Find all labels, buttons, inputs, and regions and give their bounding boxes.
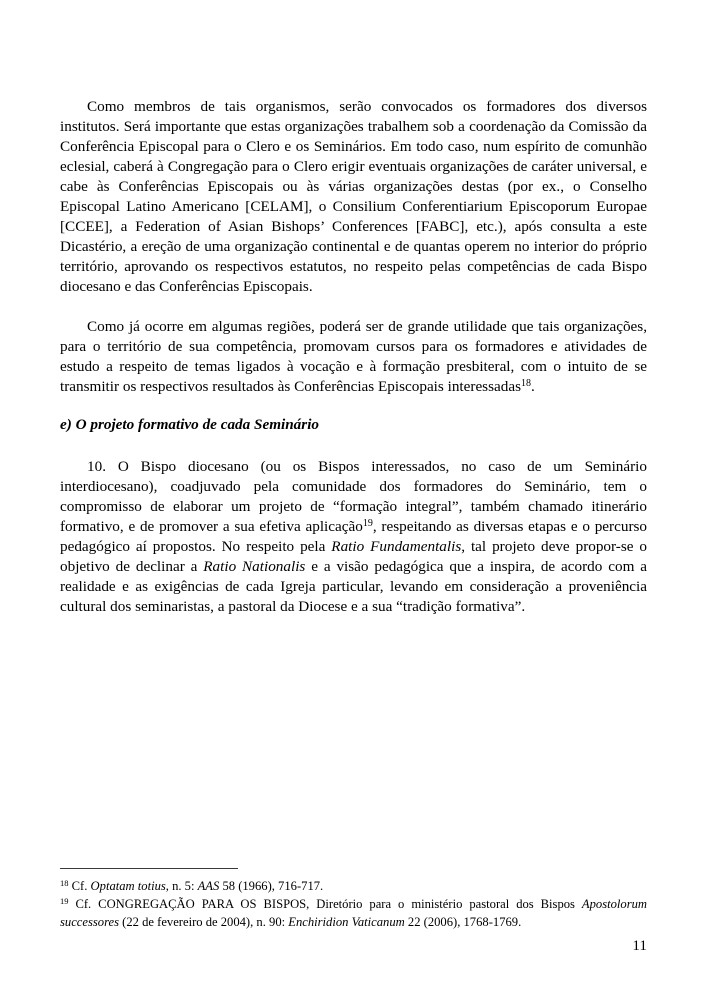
footnote-18: $^{18}$ Cf. Optatam totius, n. 5: AAS 58 (1966), 716-717. <box>60 877 324 893</box>
page-number: 11 <box>632 937 647 954</box>
paragraph-cursos-formadores: Como já ocorre em algumas regiões, poderá ser de grande utilidade que tais organizações, para o território de sua competência, promovam cursos para os formadores e atividades de estudo a respeito de temas ligados à vocação e à formação presbiteral, com o intuito de se transmitir os respectivos resultados às Conferências Episcopais interessadas$^{18}$. <box>60 318 647 395</box>
footnote-separator-rule <box>60 868 238 869</box>
paragraph-membros-organismos: Como membros de tais organismos, serão convocados os formadores dos diversos institutos. Será importante que estas organizações trabalhem sob a coordenação da Comissão da Conferência Episcopal para o Clero e os Seminários. Em todo caso, num espírito de comunhão eclesial, caberá à Congregação para o Clero erigir eventuais organizações de caráter universal, e cabe às Conferências Episcopais ou às várias organizações destas (por ex., o Conselho Episcopal Latino Americano [CELAM], o Consilium Conferentiarium Episcoporum Europae [CCEE], a Federation of Asian Bishops’ Conferences [FABC], etc.), após consulta a este Dicastério, a ereção de uma organização continental e de quantas operem no interior do próprio território, aprovando os respectivos estatutos, no respeito pelas competências de cada Bispo diocesano e das Conferências Episcopais. <box>60 98 647 295</box>
section-heading-projeto-formativo: e) O projeto formativo de cada Seminário <box>60 416 320 433</box>
footnote-19: $^{19}$ Cf. CONGREGAÇÃO PARA OS BISPOS, Diretório para o ministério pastoral dos Bispos Apostolorum successores (22 de fevereiro de 2004), n. 90: Enchiridion Vaticanum 22 (2006), 1768-1769. <box>60 895 647 929</box>
footnotes-section <box>60 868 647 931</box>
paragraph-bispo-diocesano: 10. O Bispo diocesano (ou os Bispos interessados, no caso de um Seminário interdiocesano), coadjuvado pela comunidade dos formadores do Seminário, tem o compromisso de elaborar um projeto de “formação integral”, também chamado itinerário formativo, e de promover a sua efetiva aplicação$^{19}$, respeitando as diversas etapas e o percurso pedagógico aí propostos. No respeito pela Ratio Fundamentalis, tal projeto deve propor-se o objetivo de declinar a Ratio Nationalis e a visão pedagógica que a inspira, de acordo com a realidade e as exigências de cada Igreja particular, levando em consideração a proveniência cultural dos seminaristas, a pastoral da Diocese e a sua “tradição formativa”. <box>60 458 648 615</box>
page-body <box>60 97 647 617</box>
